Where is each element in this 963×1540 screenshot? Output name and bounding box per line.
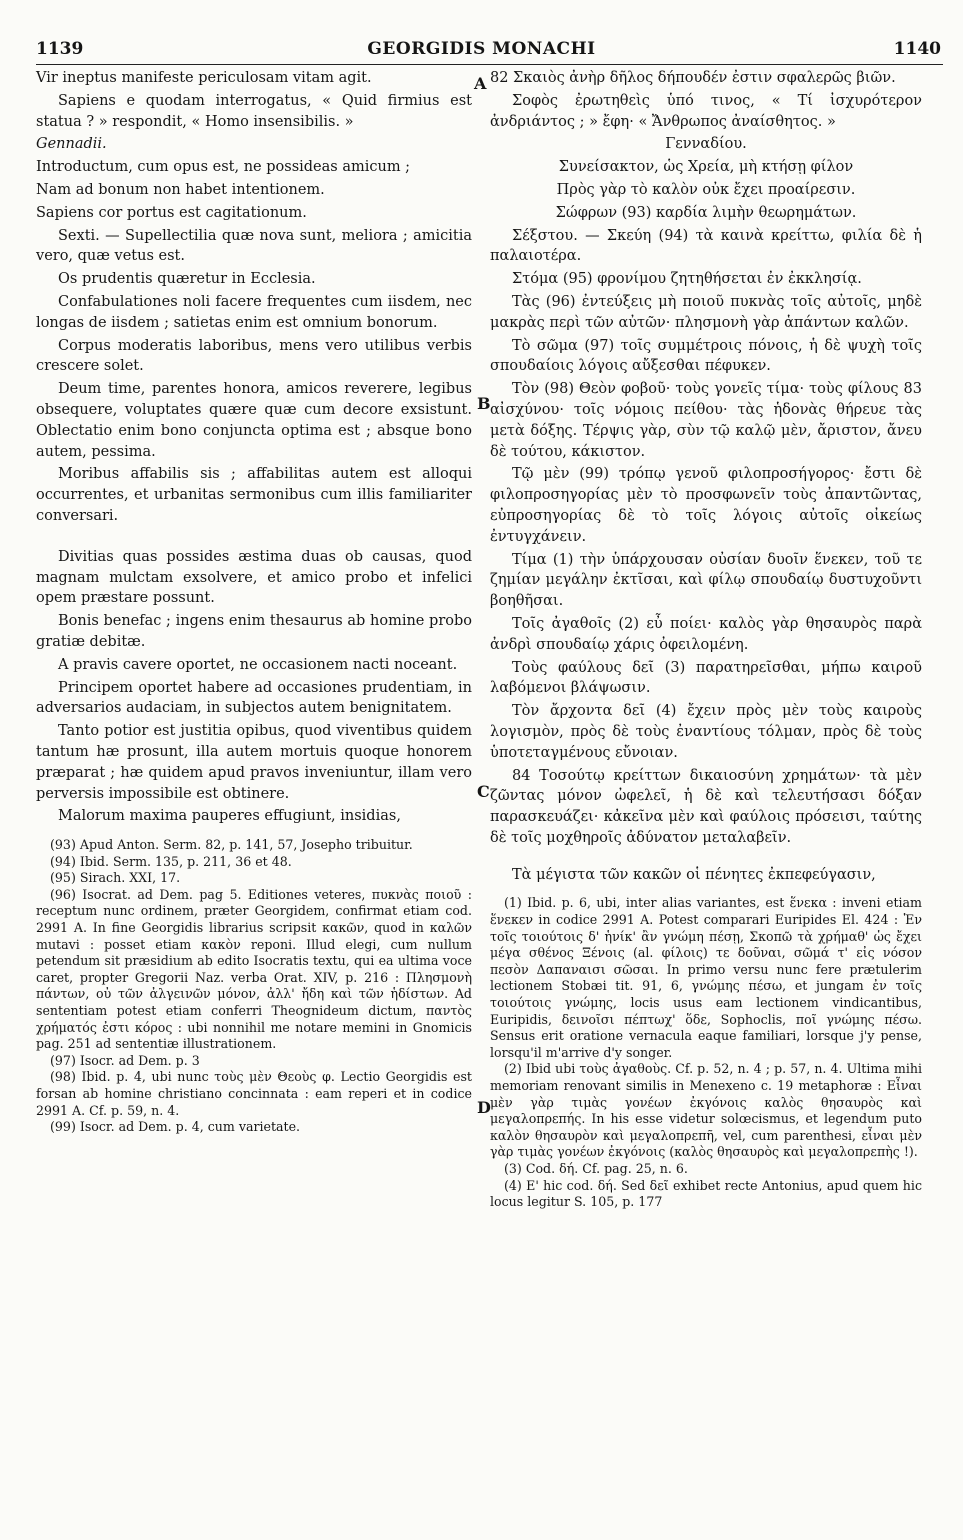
running-title: GEORGIDIS MONACHI (367, 39, 596, 59)
latin-paragraph: Sexti. — Supellectilia quæ nova sunt, meliora ; amicitia vero, quæ vetus est. (36, 227, 472, 265)
latin-paragraph: Bonis benefac ; ingens enim thesaurus ab homine probo gratiæ debitæ. (36, 613, 472, 650)
greek-paragraph: Τὸ σῶμα (97) τοῖς συμμέτροις πόνοις, ἡ δὲ ψυχὴ τοῖς σπουδαίοις λόγοις αὔξεσθαι πέφυκεν. (490, 337, 922, 375)
greek-paragraph: Τοὺς φαύλους δεῖ (3) παρατηρεῖσθαι, μήπω καιροῦ λαβόμενοι βλάψωσιν. (490, 659, 922, 697)
footnotes-right (490, 895, 922, 1210)
latin-paragraph: Confabulationes noli facere frequentes cum iisdem, nec longas de iisdem ; satietas enim est omnium bonorum. (36, 293, 472, 331)
greek-paragraph: Στόμα (95) φρονίμου ζητηθήσεται ἐν ἐκκλησίᾳ. (512, 271, 862, 288)
greek-paragraph: Σοφὸς ἐρωτηθεὶς ὑπό τινος, « Τί ἰσχυρότερον ἀνδριάντος ; » ἔφη· « Ἄνθρωπος ἀναίσθητος. » (490, 92, 922, 130)
footnotes-left (36, 837, 472, 1136)
greek-paragraph: Τὸν ἄρχοντα δεῖ (4) ἔχειν πρὸς μὲν τοὺς καιροὺς λογισμὸν, πρὸς δὲ τοὺς ἐναντίους τόλμαν, πρὸς δὲ τοὺς ὑποτεταγμένους εὔνοιαν. (490, 703, 922, 761)
latin-verse: Nam ad bonum non habet intentionem. (36, 181, 325, 198)
latin-paragraph: Vir ineptus manifeste periculosam vitam agit. (36, 70, 372, 86)
footnote: (93) Apud Anton. Serm. 82, p. 141, 57, Josepho tribuitur. (50, 837, 413, 853)
footnote: (3) Cod. δή. Cf. pag. 25, n. 6. (504, 1160, 688, 1176)
greek-paragraph: Τοῖς ἀγαθοῖς (2) εὖ ποίει· καλὸς γὰρ θησαυρὸς παρὰ ἀνδρὶ σπουδαίῳ χάρις ὀφειλομένη. (490, 615, 922, 653)
latin-paragraph: Corpus moderatis laboribus, mens vero utilibus verbis crescere solet. (36, 337, 472, 375)
latin-paragraph: Malorum maxima pauperes effugiunt, insidias, (58, 808, 401, 825)
greek-paragraph: Τίμα (1) τὴν ὑπάρχουσαν οὐσίαν δυοῖν ἕνεκεν, τοῦ τε ζημίαν μεγάλην ἐκτῖσαι, καὶ φίλῳ σπουδαίῳ δυστυχοῦντι βοηθῆσαι. (490, 551, 922, 610)
greek-paragraph: Τὰς (96) ἐντεύξεις μὴ ποιοῦ πυκνὰς τοῖς αὐτοῖς, μηδὲ μακρὰς περὶ τῶν αὐτῶν· πλησμονὴ γὰρ ἁπάντων καλῶν. (490, 293, 922, 331)
latin-heading: Gennadii. (36, 136, 107, 153)
greek-heading: Γενναδίου. (665, 136, 747, 153)
footnote: (97) Isocr. ad Dem. p. 3 (50, 1052, 200, 1068)
latin-paragraph: Principem oportet habere ad occasiones prudentiam, in adversarios audaciam, in subjectos autem benignitatem. (36, 679, 472, 717)
footnote: (1) Ibid. p. 6, ubi, inter alias variantes, est ἕνεκα : inveni etiam ἕνεκεν in codice 2991 A. Potest comparari Euripides El. 424 : Ἐν τοῖς τοιούτοις δ' ἡνίκ' ἂν γνώμη πέσῃ, Σκοπῶ τὰ χρήμαθ' ὡς ἔχει μέγα σθένος Ξένοις (al. φίλοις) τε δοῦναι, σῶμά τ' εἰς νόσον πεσὸν Δαπαναισι σῶσαι. In primo versu nunc fere prætulerim lectionem Stobæi tit. 91, 6, γνώμης πέσω, et jungam ἐν τοῖς τοιούτοις γνώμης, locis usus eam lectionem vindicantibus, Euripidis, δεινοῖσι πέπτωχ' ὅδε, Sophoclis, ποῖ γνώμης πέσω. Sensus erit oratione vernacula eaque familiari, lorsque j'y pense, lorsqu'il m'arrive d'y songer. (490, 895, 922, 1060)
greek-column (490, 68, 922, 1211)
latin-paragraph: A pravis cavere oportet, ne occasionem nacti noceant. (58, 656, 458, 673)
latin-paragraph: Sapiens cor portus est cagitationum. (36, 204, 307, 221)
greek-text (490, 68, 922, 885)
margin-letter-d: D (477, 1098, 491, 1117)
footnote: (96) Isocrat. ad Dem. pag 5. Editiones veteres, πυκνὰς ποιοῦ : receptum nunc ordinem, præter Georgidem, confirmat etiam cod. 2991 A. In fine Georgidis librarius scripsit κακῶν, quod in καλῶν mutavi : posset etiam κακὸν reponi. Illud elegi, cum nullum petendum sit præsidium ab edito Isocratis textu, qui ea ultima voce caret, propter Gregorii Naz. verba Orat. XIV, p. 216 : Πλησμονὴ πάντων, οὐ τῶν ἀλγεινῶν μόνον, ἀλλ' ἤδη καὶ τῶν ἡδίστων. Ad sententiam potest etiam conferri Theognideum dictum, παντὸς χρήματός ἐστι κόρος : ubi nonnihil me notare memini in Gnomicis pag. 251 ad sententiæ illustrationem. (36, 886, 472, 1052)
greek-verse: Σώφρων (93) καρδία λιμὴν θεωρημάτων. (555, 204, 857, 221)
margin-letter-b: B (477, 394, 491, 413)
latin-paragraph: Tanto potior est justitia opibus, quod viventibus quidem tantum hæ prosunt, illa autem mortuis quoque honorem præparat ; hæ quidem apud pravos inveniuntur, illam vero perversis impossibile est obtinere. (36, 723, 472, 802)
latin-column (36, 68, 472, 1136)
margin-letter-c: C (477, 782, 490, 801)
greek-paragraph: Τῷ μὲν (99) τρόπῳ γενοῦ φιλοπροσήγορος· ἔστι δὲ φιλοπροσηγορίας μὲν τὸ προσφωνεῖν τοὺς ἀπαντῶντας, εὐπροσηγορίας δὲ τὸ τοῖς λόγοις αὐτοῖς οἰκείως ἐντυγχάνειν. (490, 466, 922, 545)
latin-paragraph: Deum time, parentes honora, amicos reverere, legibus obsequere, voluptates quære quæ cum decore exsistunt. Oblectatio enim bono conjuncta optima est ; absque bono autem, pessima. (36, 381, 472, 460)
greek-verse: Πρὸς γὰρ τὸ καλὸν οὐκ ἔχει προαίρεσιν. (556, 181, 856, 198)
latin-verse: Introductum, cum opus est, ne possideas amicum ; (36, 159, 411, 176)
latin-paragraph: Sapiens e quodam interrogatus, « Quid firmius est statua ? » respondit, « Homo insensibilis. » (36, 92, 472, 130)
greek-paragraph: Τὰ μέγιστα τῶν κακῶν οἱ πένητες ἐκπεφεύγασιν, (512, 866, 876, 883)
latin-text (36, 68, 472, 827)
page-number-right: 1140 (893, 39, 941, 59)
footnote: (98) Ibid. p. 4, ubi nunc τοὺς μὲν Θεοὺς φ. Lectio Georgidis est forsan ab homine christiano concinnata : eam reperi et in codice 2991 A. Cf. p. 59, n. 4. (36, 1069, 472, 1118)
greek-paragraph: 84 Τοσούτῳ κρείττων δικαιοσύνη χρημάτων· τὰ μὲν ζῶντας μόνον ὠφελεῖ, ἡ δὲ καὶ τελευτήσασι δόξαν παρασκευάζει· κἀκεῖνα μὲν καὶ φαύλοις πρόσεισι, ταύτης δὲ τοῖς μοχθηροῖς ἀδύνατον μεταλαβεῖν. (490, 767, 922, 846)
greek-verse: Συνείσακτον, ὡς Χρεία, μὴ κτήσῃ φίλον (558, 159, 854, 176)
greek-paragraph: Σέξστου. — Σκεύη (94) τὰ καινὰ κρείττω, φιλία δὲ ἡ παλαιοτέρα. (490, 227, 922, 265)
latin-paragraph: Os prudentis quæretur in Ecclesia. (58, 271, 316, 288)
footnote: (2) Ibid ubi τοὺς ἀγαθοὺς. Cf. p. 52, n. 4 ; p. 57, n. 4. Ultima mihi memoriam renovant similis in Menexeno c. 19 metaphoræ : Εἶναι μὲν γὰρ τιμὰς γονέων ἐκγόνοις καλὸς θησαυρὸς καὶ μεγαλοπρεπής. In his esse videtur solœcismus, et legendum puto καλὸν θησαυρὸν καὶ μεγαλοπρεπῆ, vel, cum parenthesi, εἶναι μὲν γὰρ τιμὰς γονέων ἐκγόνοις (καλὸς θησαυρὸς καὶ μεγαλοπρεπὴς !). (490, 1061, 922, 1160)
footnote: (95) Sirach. XXI, 17. (50, 870, 181, 886)
footnote: (94) Ibid. Serm. 135, p. 211, 36 et 48. (50, 853, 292, 869)
latin-paragraph: Divitias quas possides æstima duas ob causas, quod magnam mulctam exsolvere, et amico probo et infelici opem præstare possunt. (36, 548, 472, 607)
page-number-left: 1139 (36, 39, 84, 59)
greek-paragraph: 82 Σκαιὸς ἀνὴρ δῆλος δήπουδέν ἐστιν σφαλερῶς βιῶν. (490, 70, 896, 86)
footnote: (4) E' hic cod. δή. Sed δεῖ exhibet recte Antonius, apud quem hic locus legitur S. 105, p. 177 (490, 1177, 922, 1210)
greek-paragraph: Τὸν (98) Θεὸν φοβοῦ· τοὺς γονεῖς τίμα· τοὺς φίλους 83 αἰσχύνου· τοῖς νόμοις πείθου· τὰς ἡδονὰς θήρευε τὰς μετὰ δόξης. Τέρψις γὰρ, σὺν τῷ καλῷ μὲν, ἄριστον, ἄνευ δὲ τούτου, κάκιστον. (490, 381, 922, 460)
header-rule (36, 64, 943, 65)
footnote: (99) Isocr. ad Dem. p. 4, cum varietate. (50, 1119, 301, 1135)
margin-letter-a: A (474, 74, 487, 93)
latin-paragraph: Moribus affabilis sis ; affabilitas autem est alloqui occurrentes, et urbanitas sermonibus cum illis familiariter conversari. (36, 466, 472, 524)
